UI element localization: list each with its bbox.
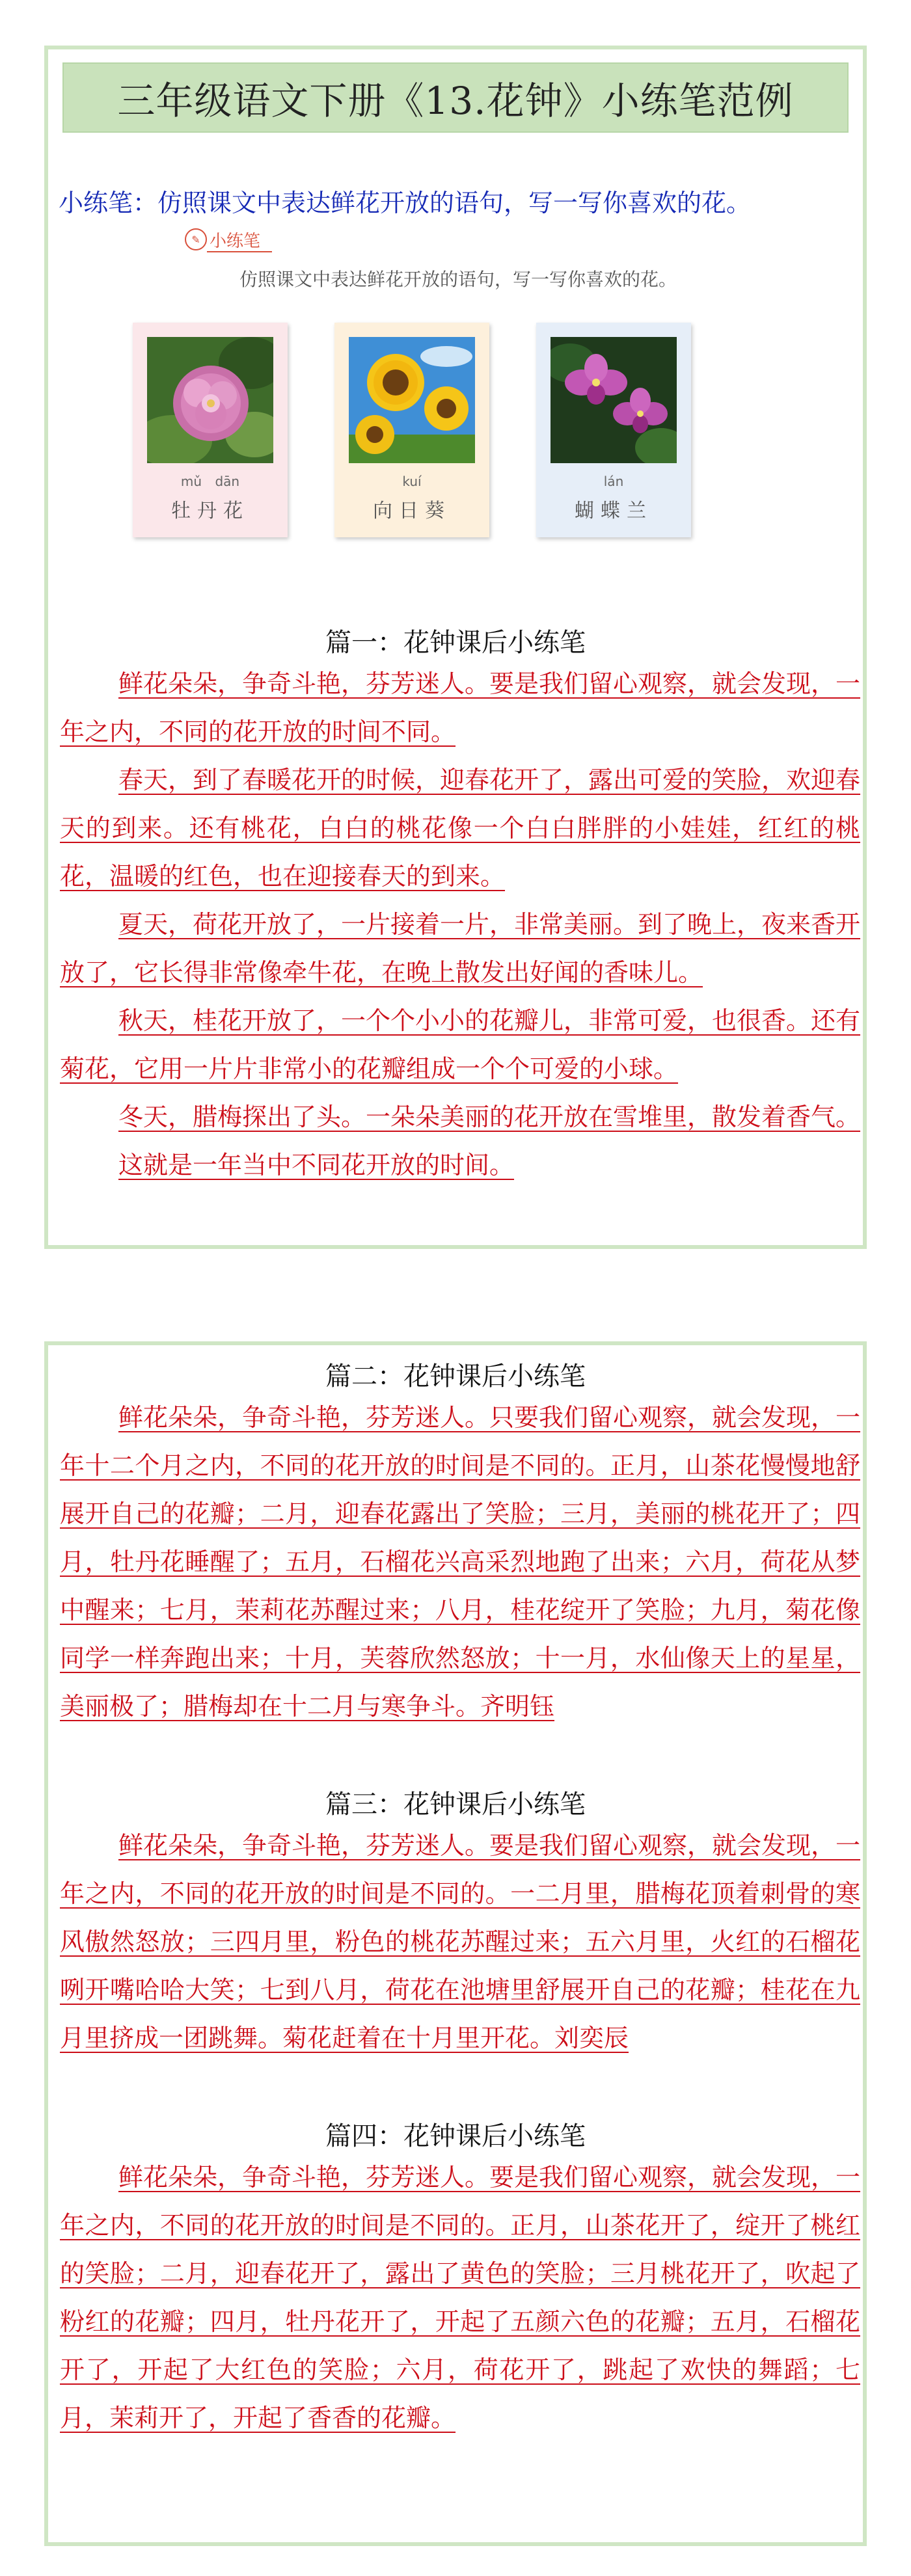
- essay-2-paragraph-1: 鲜花朵朵，争奇斗艳，芬芳迷人。只要我们留心观察，就会发现，一年十二个月之内，不同的花开放的时间是不同的。正月，山茶花慢慢地舒展开自己的花瓣；二月，迎春花露出了笑脸；三月，美丽的桃花开了；四月，牡丹花睡醒了；五月，石榴花兴高采烈地跑了出来；六月，荷花从梦中醒来；七月，茉莉花苏醒过来；八月，桂花绽开了笑脸；九月，菊花像同学一样奔跑出来；十月，芙蓉欣然怒放；十一月，水仙像天上的星星，美丽极了；腊梅却在十二月与寒争斗。齐明钰: [60, 1403, 861, 1721]
- essay-4-heading: 篇四：花钟课后小练笔: [325, 2121, 586, 2151]
- pencil-icon: ✎: [185, 228, 207, 250]
- orchid-image: [551, 337, 677, 463]
- essay-1-paragraph-6: 这就是一年当中不同花开放的时间。: [118, 1151, 515, 1179]
- essay-1-body: [60, 660, 860, 1189]
- practice-badge: [185, 225, 260, 254]
- peony-pinyin: mǔ dān: [180, 474, 240, 489]
- orchid-name: 蝴蝶兰: [575, 500, 653, 522]
- sunflower-name: 向日葵: [373, 500, 451, 522]
- essay-3-paragraph-1: 鲜花朵朵，争奇斗艳，芬芳迷人。要是我们留心观察，就会发现，一年之内，不同的花开放的时间是不同的。一二月里，腊梅花顶着刺骨的寒风傲然怒放；三四月里，粉色的桃花苏醒过来；五六月里，火红的石榴花咧开嘴哈哈大笑；七到八月，荷花在池塘里舒展开自己的花瓣；桂花在九月里挤成一团跳舞。菊花赶着在十月里开花。刘奕辰: [60, 1831, 861, 2052]
- sunflower-image: [349, 337, 475, 463]
- practice-prompt: 小练笔：仿照课文中表达鲜花开放的语句，写一写你喜欢的花。: [59, 189, 752, 217]
- essay-1-paragraph-3: 夏天，荷花开放了，一片接着一片，非常美丽。到了晚上，夜来香开放了，它长得非常像牵牛花，在晚上散发出好闻的香味儿。: [60, 910, 861, 987]
- essay-1-paragraph-4: 秋天，桂花开放了，一个个小小的花瓣儿，非常可爱，也很香。还有菊花，它用一片片非常小的花瓣组成一个个可爱的小球。: [60, 1006, 861, 1083]
- essay-3-body: [60, 1821, 860, 2062]
- textbook-excerpt: [133, 225, 783, 589]
- essay-2-body: [60, 1393, 860, 1730]
- peony-image: [147, 337, 273, 463]
- essay-2-heading: 篇二：花钟课后小练笔: [325, 1362, 586, 1391]
- flower-card-peony: [133, 323, 288, 537]
- essay-3-heading: 篇三：花钟课后小练笔: [325, 1790, 586, 1819]
- textbook-caption: 仿照课文中表达鲜花开放的语句，写一写你喜欢的花。: [239, 269, 677, 290]
- page-title: 三年级语文下册《13.花钟》小练笔范例: [62, 62, 849, 133]
- essay-4-body: [60, 2153, 860, 2442]
- essay-1-paragraph-2: 春天，到了春暖花开的时候，迎春花开了，露出可爱的笑脸，欢迎春天的到来。还有桃花，白白的桃花像一个白白胖胖的小娃娃，红红的桃花，温暖的红色，也在迎接春天的到来。: [60, 766, 861, 891]
- flower-card-orchid: [536, 323, 691, 537]
- orchid-pinyin: lán: [603, 474, 624, 489]
- peony-name: 牡丹花: [171, 500, 249, 522]
- badge-underline: [207, 251, 272, 252]
- essay-1-paragraph-5: 冬天，腊梅探出了头。一朵朵美丽的花开放在雪堆里，散发着香气。: [118, 1103, 861, 1131]
- essay-1-heading: 篇一：花钟课后小练笔: [325, 628, 586, 658]
- essay-card-1: [44, 46, 867, 1249]
- badge-label: 小练笔: [210, 231, 261, 251]
- essay-1-paragraph-1: 鲜花朵朵，争奇斗艳，芬芳迷人。要是我们留心观察，就会发现，一年之内，不同的花开放的时间不同。: [60, 669, 861, 746]
- essay-card-2: [44, 1341, 867, 2546]
- sunflower-pinyin: kuí: [402, 474, 422, 489]
- essay-4-paragraph-1: 鲜花朵朵，争奇斗艳，芬芳迷人。要是我们留心观察，就会发现，一年之内，不同的花开放的时间是不同的。正月，山茶花开了，绽开了桃红的笑脸；二月，迎春花开了，露出了黄色的笑脸；三月桃花开了，吹起了粉红的花瓣；四月，牡丹花开了，开起了五颜六色的花瓣；五月，石榴花开了，开起了大红色的笑脸；六月，荷花开了，跳起了欢快的舞蹈；七月，茉莉开了，开起了香香的花瓣。: [60, 2163, 861, 2432]
- flower-card-sunflower: [334, 323, 489, 537]
